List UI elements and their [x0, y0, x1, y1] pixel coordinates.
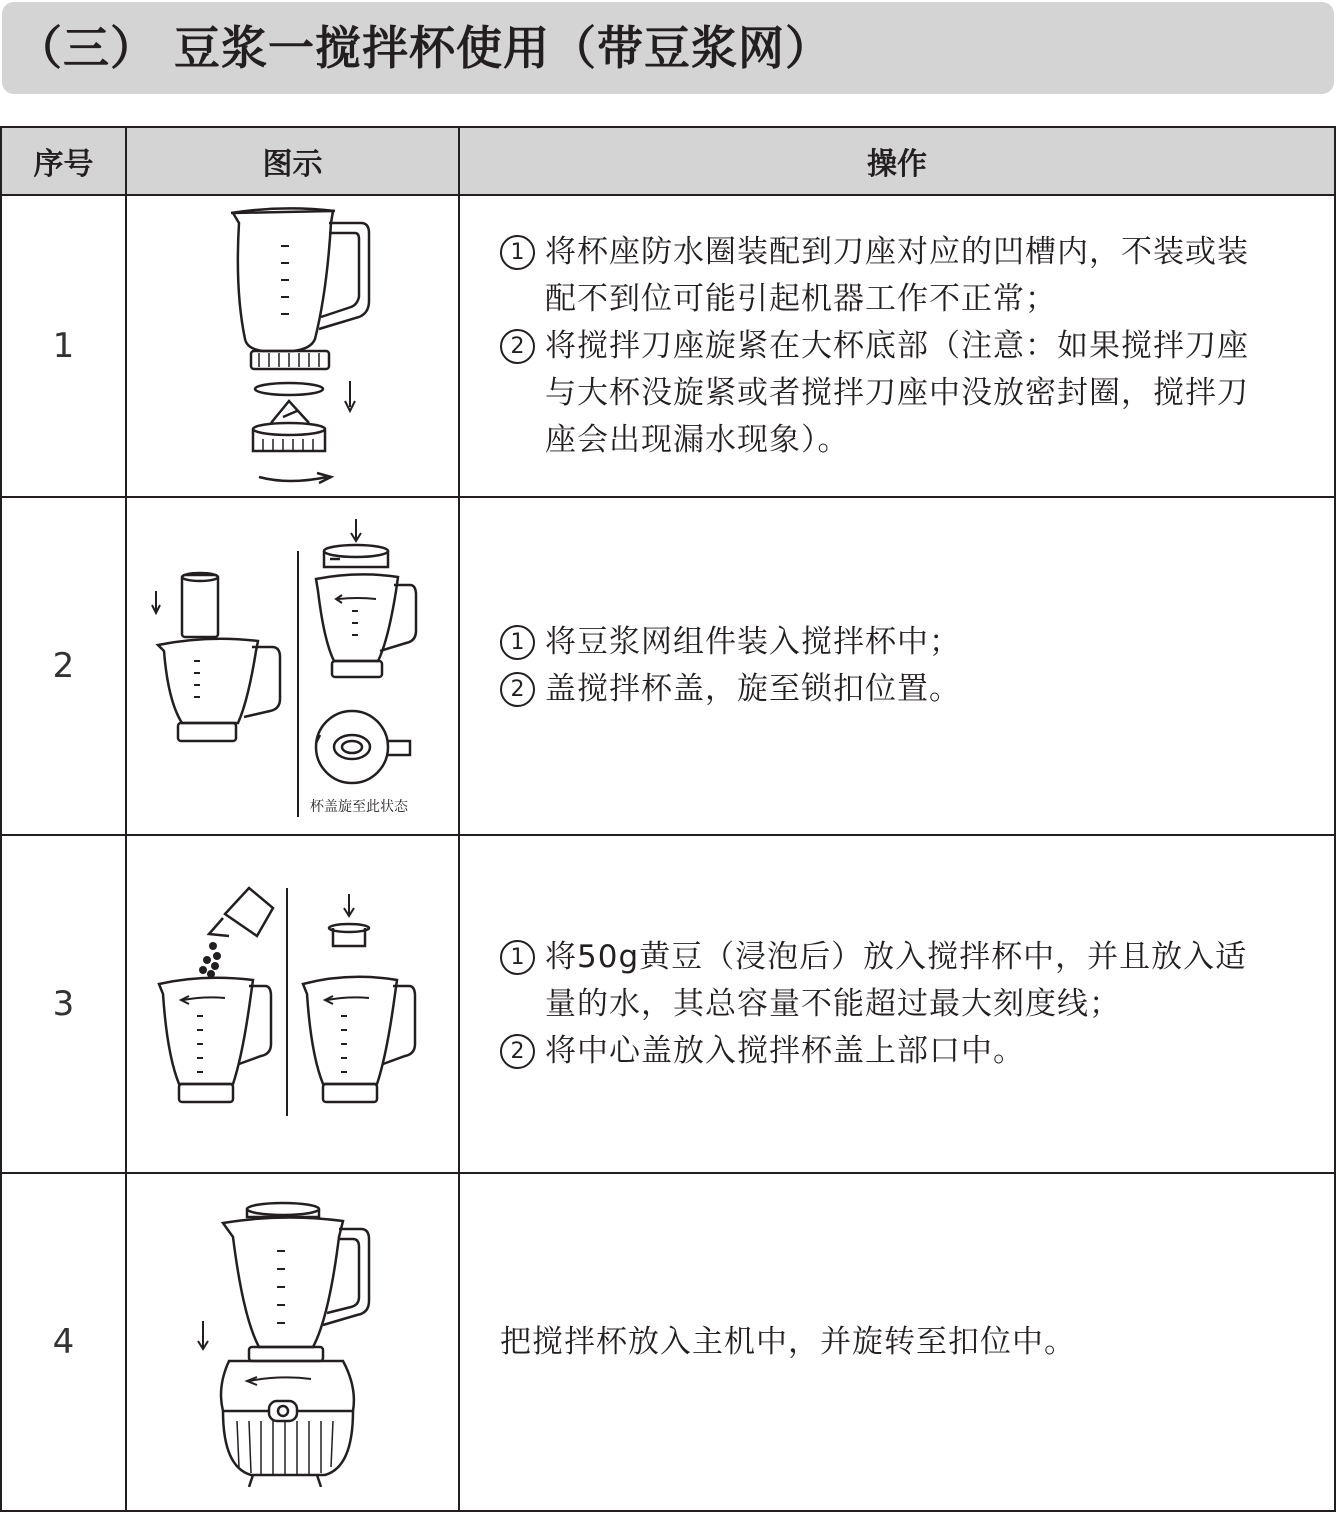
operation-text: 把搅拌杯放入主机中，并旋转至扣位中。: [500, 1323, 1076, 1360]
table-row: [1, 497, 1335, 835]
blade-base-icon: [253, 401, 325, 451]
rotate-arrow-icon: [259, 473, 331, 483]
center-cap-icon: [329, 924, 369, 946]
down-arrow-icon: [351, 519, 361, 541]
down-arrow-icon: [345, 381, 355, 411]
step-marker: 1: [500, 940, 535, 975]
operation-item: [500, 229, 1274, 323]
operation-item: [500, 934, 1274, 1028]
soymilk-filter-icon: [148, 511, 438, 821]
step-figure: [126, 195, 459, 497]
operation-text: 将中心盖放入搅拌杯盖上部口中。: [545, 1032, 1025, 1069]
step-marker: 2: [500, 329, 535, 364]
measuring-cup-icon: [153, 884, 433, 1124]
table-header-row: [1, 127, 1335, 195]
operation-text: 将杯座防水圈装配到刀座对应的凹槽内，不装或装配不到位可能引起机器工作不正常；: [545, 233, 1249, 317]
table-row: [1, 1173, 1335, 1511]
blender-base-icon: [193, 1197, 393, 1487]
step-marker: 1: [500, 235, 535, 270]
down-arrow-icon: [198, 1321, 208, 1349]
operation-item: [500, 1028, 1274, 1075]
step-marker: 2: [500, 672, 535, 707]
soybeans-icon: [199, 942, 221, 978]
step-number: 2: [1, 497, 126, 835]
step-marker: 1: [500, 625, 535, 660]
section-banner: [2, 2, 1334, 94]
step-operation: [459, 835, 1335, 1173]
table-row: [1, 195, 1335, 497]
down-arrow-icon: [344, 894, 354, 916]
operation-text: 将搅拌刀座旋紧在大杯底部（注意：如果搅拌刀座与大杯没旋紧或者搅拌刀座中没放密封圈，搅拌刀座会出现漏水现象）。: [545, 327, 1249, 458]
operation-text: 将50g黄豆（浸泡后）放入搅拌杯中，并且放入适量的水，其总容量不能超过最大刻度线；: [545, 938, 1248, 1022]
step-figure: [126, 1173, 459, 1511]
figure-caption: 杯盖旋至此状态: [309, 799, 408, 815]
instruction-table: [0, 126, 1336, 1512]
lid-top-view-icon: [316, 711, 410, 783]
step-number: 3: [1, 835, 126, 1173]
step-figure: [126, 497, 459, 835]
operation-item: [500, 619, 1274, 666]
step-operation: [459, 497, 1335, 835]
section-title: （三） 豆浆一搅拌杯使用（带豆浆网）: [16, 21, 833, 75]
step-number: 4: [1, 1173, 126, 1511]
step-marker: 2: [500, 1034, 535, 1069]
blender-jar-icon: [193, 201, 393, 491]
step-number: 1: [1, 195, 126, 497]
step-operation: [459, 195, 1335, 497]
sealing-ring-icon: [255, 383, 323, 395]
column-header-operation: 操作: [459, 127, 1335, 195]
column-header-figure: 图示: [126, 127, 459, 195]
operation-item: [500, 323, 1274, 464]
operation-item: [500, 666, 1274, 713]
jar-lid-icon: [324, 545, 388, 567]
operation-text: 将豆浆网组件装入搅拌杯中；: [545, 624, 961, 660]
down-arrow-icon: [152, 591, 160, 613]
column-header-number: 序号: [1, 127, 126, 195]
step-figure: [126, 835, 459, 1173]
operation-text: 盖搅拌杯盖，旋至锁扣位置。: [545, 671, 961, 707]
step-operation: [459, 1173, 1335, 1511]
table-row: [1, 835, 1335, 1173]
